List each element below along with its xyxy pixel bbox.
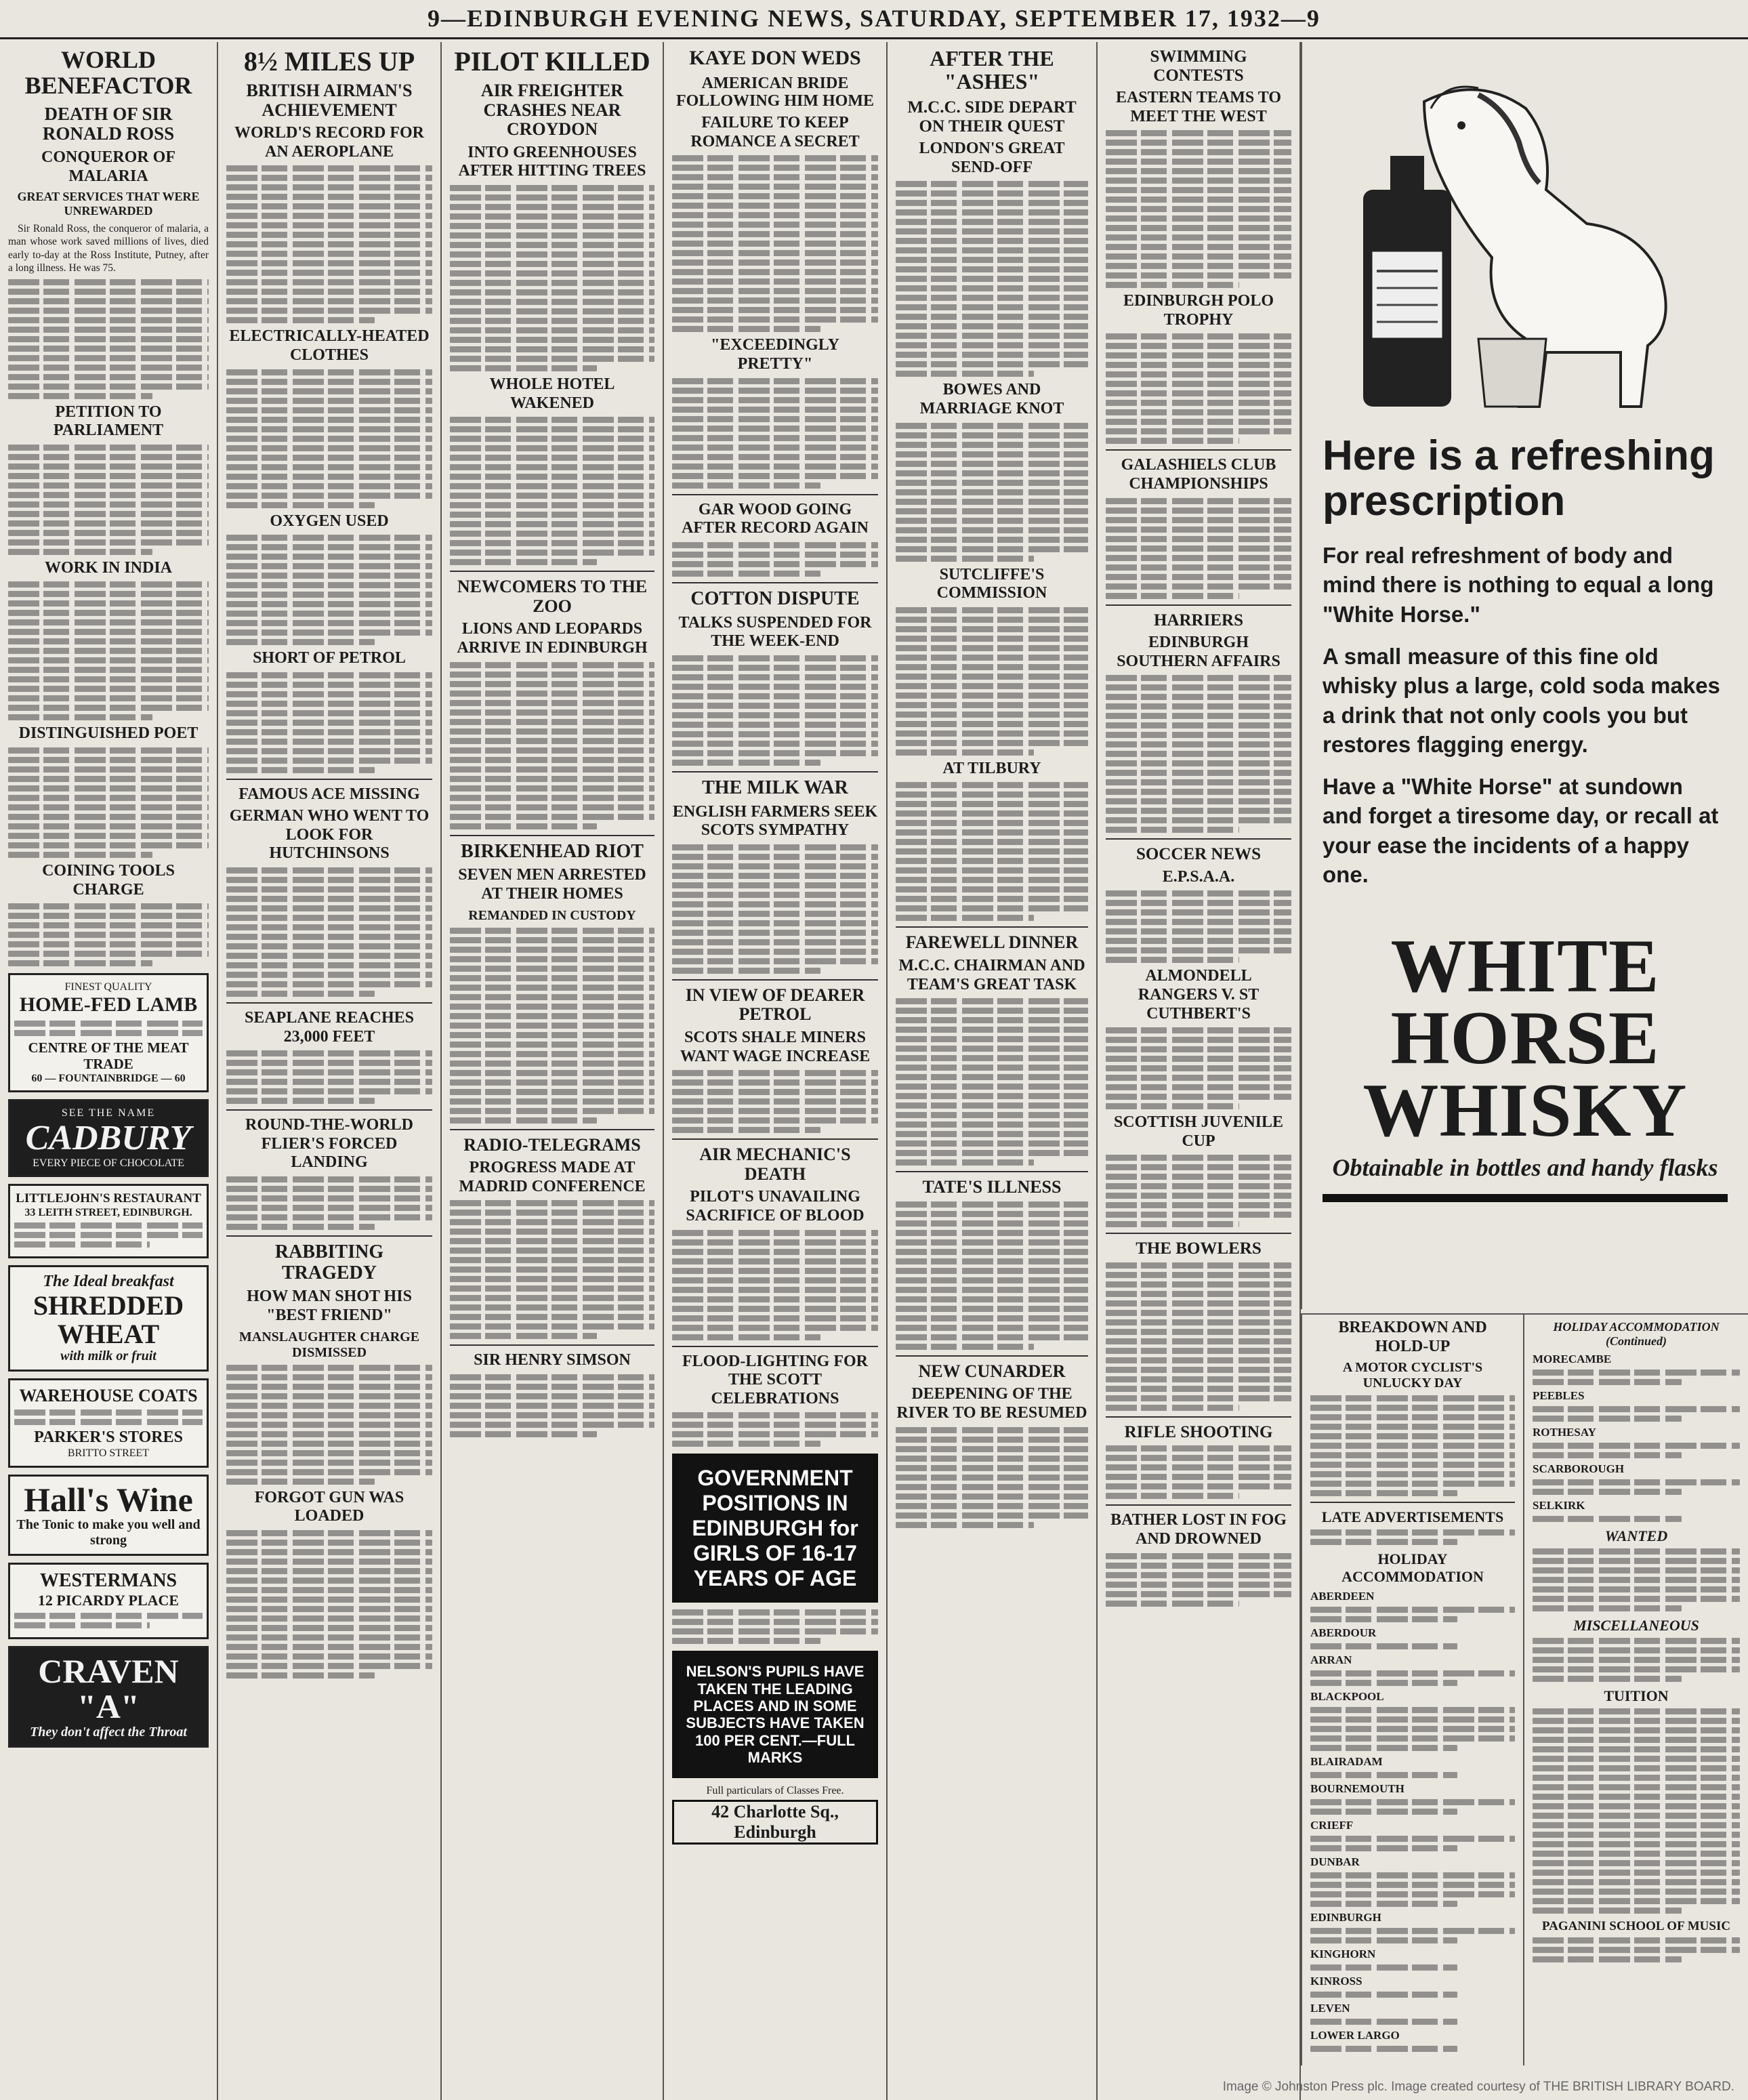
headline-air-freighter: AIR FREIGHTER CRASHES NEAR CROYDON xyxy=(480,81,624,140)
headline-british-airman: BRITISH AIRMAN'S ACHIEVEMENT xyxy=(246,81,413,120)
headline-rabbiting: RABBITING TRAGEDY xyxy=(274,1241,384,1283)
headline-galashiels: GALASHIELS CLUB CHAMPIONSHIPS xyxy=(1121,456,1276,493)
headline-new-cunarder: NEW CUNARDER xyxy=(918,1361,1066,1381)
ad-littlejohns: LITTLEJOHN'S RESTAURANT 33 LEITH STREET, EDINBURGH. xyxy=(8,1184,209,1258)
holiday-accommodation: HOLIDAY ACCOMMODATION xyxy=(1341,1550,1484,1586)
headline-world-benefactor: WORLD BENEFACTOR xyxy=(24,46,192,99)
headline-rifle: RIFLE SHOOTING xyxy=(1124,1422,1273,1441)
section-hotel-wakened: WHOLE HOTEL WAKENED xyxy=(489,375,615,412)
headline-bowlers: THE BOWLERS xyxy=(1136,1239,1262,1258)
section-polo-trophy: EDINBURGH POLO TROPHY xyxy=(1123,292,1274,329)
section-short-petrol: SHORT OF PETROL xyxy=(253,649,406,667)
headline-pilot-killed: PILOT KILLED xyxy=(454,46,650,77)
headline-death-ross: DEATH OF SIR RONALD ROSS xyxy=(42,103,175,144)
section-oxygen: OXYGEN USED xyxy=(270,512,389,530)
ad-craven-a: CRAVEN "A" They don't affect the Throat xyxy=(8,1646,209,1748)
subhead-great-task: M.C.C. CHAIRMAN AND TEAM'S GREAT TASK xyxy=(898,956,1085,993)
subhead-deepening: DEEPENING OF THE RIVER TO BE RESUMED xyxy=(896,1385,1087,1422)
section-work-india: WORK IN INDIA xyxy=(44,558,172,577)
headline-cotton: COTTON DISPUTE xyxy=(690,588,860,609)
wh-paragraph-2: A small measure of this fine old whisky plus a large, cold soda makes a drink that not only cools you but restores flagging energy. xyxy=(1323,643,1720,758)
column-1 xyxy=(0,42,218,2100)
headline-round-world: ROUND-THE-WORLD FLIER'S FORCED LANDING xyxy=(245,1116,413,1172)
section-pretty: "EXCEEDINGLY PRETTY" xyxy=(711,336,839,373)
headline-air-mechanic: AIR MECHANIC'S DEATH xyxy=(699,1145,851,1184)
subhead-motor-cyclist: A MOTOR CYCLIST'S UNLUCKY DAY xyxy=(1342,1360,1483,1391)
listings-right: HOLIDAY ACCOMMODATION (Continued) MORECAMBE PEEBLES ROTHESAY SCARBOROUGH SELKIRK WANTED MISCELLANEOUS TUITION PAGANINI SCHOOL OF MUSIC xyxy=(1524,1313,1748,2065)
headline-tates-illness: TATE'S ILLNESS xyxy=(922,1177,1062,1197)
section-tilbury: AT TILBURY xyxy=(942,759,1041,777)
wh-tagline: Obtainable in bottles and handy flasks xyxy=(1332,1154,1718,1182)
subhead-eastern-teams: EASTERN TEAMS TO MEET THE WEST xyxy=(1115,89,1282,125)
column-5 xyxy=(888,42,1098,2100)
horse-bottle-illustration xyxy=(1323,54,1729,420)
headline-farewell-dinner: FAREWELL DINNER xyxy=(905,932,1079,953)
headline-seaplane: SEAPLANE REACHES 23,000 FEET xyxy=(244,1008,415,1046)
subhead-seven-men: SEVEN MEN ARRESTED AT THEIR HOMES xyxy=(458,866,646,903)
section-poet: DISTINGUISHED POET xyxy=(18,724,199,743)
headline-harriers: HARRIERS xyxy=(1154,611,1243,630)
ad-shredded-wheat: The Ideal breakfast SHREDDED WHEAT with milk or fruit xyxy=(8,1265,209,1372)
subhead-sacrifice: PILOT'S UNAVAILING SACRIFICE OF BLOOD xyxy=(686,1188,865,1224)
headline-dearer-petrol: IN VIEW OF DEARER PETROL xyxy=(685,985,865,1025)
ad-westermans: WESTERMANS 12 PICARDY PLACE xyxy=(8,1563,209,1639)
article-ross-lead: Sir Ronald Ross, the conqueror of malaria, a man whose work saved millions of lives, died early to-day at the Ross Institute, Putney, after a long illness. He was 75. xyxy=(8,222,209,274)
subhead-greenhouses: INTO GREENHOUSES AFTER HITTING TREES xyxy=(458,143,646,180)
headline-breakdown: BREAKDOWN AND HOLD-UP xyxy=(1338,1319,1487,1355)
masthead: 9—EDINBURGH EVENING NEWS, SATURDAY, SEPTEMBER 17, 1932—9 xyxy=(0,0,1748,39)
subhead-lions: LIONS AND LEOPARDS ARRIVE IN EDINBURGH xyxy=(457,620,648,657)
miscellaneous-heading: MISCELLANEOUS xyxy=(1573,1617,1699,1634)
section-forgot-gun: FORGOT GUN WAS LOADED xyxy=(254,1488,404,1525)
image-credit: Image © Johnston Press plc. Image created courtesy of THE BRITISH LIBRARY BOARD. xyxy=(1222,2080,1734,2094)
subhead-shale-miners: SCOTS SHALE MINERS WANT WAGE INCREASE xyxy=(680,1029,871,1065)
subhead-world-record: WORLD'S RECORD FOR AN AEROPLANE xyxy=(234,124,425,161)
listings-left: BREAKDOWN AND HOLD-UP A MOTOR CYCLIST'S UNLUCKY DAY LATE ADVERTISEMENTS HOLIDAY ACCOMMODATION ABERDEEN ABERDOUR ARRAN BLACKPOOL BLAIRADAM BOURNEMOUTH CRIEFF DUNBAR EDINBURGH KINGHORN KINROSS LEVEN LOWER LARGO xyxy=(1301,1313,1524,2065)
subhead-romance: FAILURE TO KEEP ROMANCE A SECRET xyxy=(690,114,860,150)
subhead-services: GREAT SERVICES THAT WERE UNREWARDED xyxy=(17,190,200,218)
headline-zoo: NEWCOMERS TO THE ZOO xyxy=(457,577,648,616)
address-charlotte-sq: 42 Charlotte Sq., Edinburgh xyxy=(672,1800,878,1845)
headline-miles-up: 8½ MILES UP xyxy=(243,46,415,77)
ad-nelsons-pupils: NELSON'S PUPILS HAVE TAKEN THE LEADING PLACES AND IN SOME SUBJECTS HAVE TAKEN 100 PER CENT.—FULL MARKS xyxy=(672,1651,878,1778)
subhead-southern-affairs: EDINBURGH SOUTHERN AFFAIRS xyxy=(1117,634,1281,670)
subhead-english-farmers: ENGLISH FARMERS SEEK SCOTS SYMPATHY xyxy=(672,802,878,840)
column-4 xyxy=(664,42,888,2100)
subhead-talks: TALKS SUSPENDED FOR THE WEEK-END xyxy=(678,613,872,651)
section-almondell: ALMONDELL RANGERS V. ST CUTHBERT'S xyxy=(1138,967,1260,1023)
headline-mcc: M.C.C. SIDE DEPART ON THEIR QUEST xyxy=(907,98,1077,136)
column-3 xyxy=(442,42,664,2100)
wh-headline: Here is a refreshing prescription xyxy=(1323,432,1715,524)
headline-bather-lost: BATHER LOST IN FOG AND DROWNED xyxy=(1110,1511,1287,1548)
subhead-best-friend: HOW MAN SHOT HIS "BEST FRIEND" xyxy=(247,1288,412,1325)
wh-paragraph-3: Have a "White Horse" at sundown and forget a tiresome day, or recall at your ease the incidents of a happy one. xyxy=(1323,773,1719,888)
ad-home-fed-lamb: FINEST QUALITY HOME-FED LAMB CENTRE OF THE MEAT TRADE 60 — FOUNTAINBRIDGE — 60 xyxy=(8,973,209,1092)
wh-paragraph-1: For real refreshment of body and mind there is nothing to equal a long "White Horse." xyxy=(1323,542,1714,627)
late-advertisements: LATE ADVERTISEMENTS xyxy=(1321,1508,1504,1526)
subhead-send-off: LONDON'S GREAT SEND-OFF xyxy=(919,140,1065,176)
ad-government-positions: GOVERNMENT POSITIONS IN EDINBURGH for GIRLS OF 16-17 YEARS OF AGE xyxy=(672,1454,878,1603)
section-coining: COINING TOOLS CHARGE xyxy=(42,861,175,899)
headline-soccer: SOCCER NEWS xyxy=(1136,845,1262,864)
paganini-school: PAGANINI SCHOOL OF MUSIC xyxy=(1541,1919,1731,1933)
headline-gar-wood: GAR WOOD GOING AFTER RECORD AGAIN xyxy=(681,500,869,537)
subhead-malaria: CONQUEROR OF MALARIA xyxy=(41,148,175,185)
section-petition: PETITION TO PARLIAMENT xyxy=(53,403,164,440)
headline-swimming: SWIMMING CONTESTS xyxy=(1150,47,1247,85)
subhead-madrid: PROGRESS MADE AT MADRID CONFERENCE xyxy=(459,1159,646,1195)
ad-halls-wine: Hall's Wine The Tonic to make you well and strong xyxy=(8,1475,209,1557)
ad-white-horse xyxy=(1301,42,1748,1309)
column-6 xyxy=(1098,42,1301,2100)
headline-flood-lighting: FLOOD-LIGHTING FOR THE SCOTT CELEBRATIONS xyxy=(682,1352,869,1407)
column-2 xyxy=(218,42,442,2100)
subhead-remanded: REMANDED IN CUSTODY xyxy=(468,907,636,923)
headline-kaye-don: KAYE DON WEDS xyxy=(689,47,861,69)
classes-note: Full particulars of Classes Free. xyxy=(706,1785,844,1797)
section-epsaa: E.P.S.A.A. xyxy=(1162,867,1235,886)
section-sutcliffe: SUTCLIFFE'S COMMISSION xyxy=(936,565,1047,602)
section-bowes: BOWES AND MARRIAGE KNOT xyxy=(919,381,1064,417)
headline-milk-war: THE MILK WAR xyxy=(702,777,848,798)
headline-ashes: AFTER THE "ASHES" xyxy=(930,46,1054,94)
section-juvenile-cup: SCOTTISH JUVENILE CUP xyxy=(1113,1113,1284,1150)
ad-warehouse-coats: WAREHOUSE COATS PARKER'S STORES BRITTO STREET xyxy=(8,1378,209,1468)
subhead-german: GERMAN WHO WENT TO LOOK FOR HUTCHINSONS xyxy=(229,807,430,863)
headline-ace-missing: FAMOUS ACE MISSING xyxy=(238,785,420,803)
section-heated-clothes: ELECTRICALLY-HEATED CLOTHES xyxy=(229,327,430,364)
headline-henry-simson: SIR HENRY SIMSON xyxy=(474,1351,631,1370)
headline-birkenhead: BIRKENHEAD RIOT xyxy=(461,840,644,862)
headline-american-bride: AMERICAN BRIDE FOLLOWING HIM HOME xyxy=(675,74,874,110)
tuition-heading: TUITION xyxy=(1604,1687,1669,1704)
wanted-heading: WANTED xyxy=(1604,1527,1668,1544)
wh-brand: WHITE HORSE WHISKY xyxy=(1362,924,1688,1153)
holiday-accommodation-continued: HOLIDAY ACCOMMODATION (Continued) xyxy=(1553,1320,1720,1348)
subhead-manslaughter: MANSLAUGHTER CHARGE DISMISSED xyxy=(238,1329,420,1360)
ad-cadbury: SEE THE NAME CADBURY EVERY PIECE OF CHOCOLATE xyxy=(8,1099,209,1177)
headline-radio: RADIO-TELEGRAMS xyxy=(463,1134,641,1155)
